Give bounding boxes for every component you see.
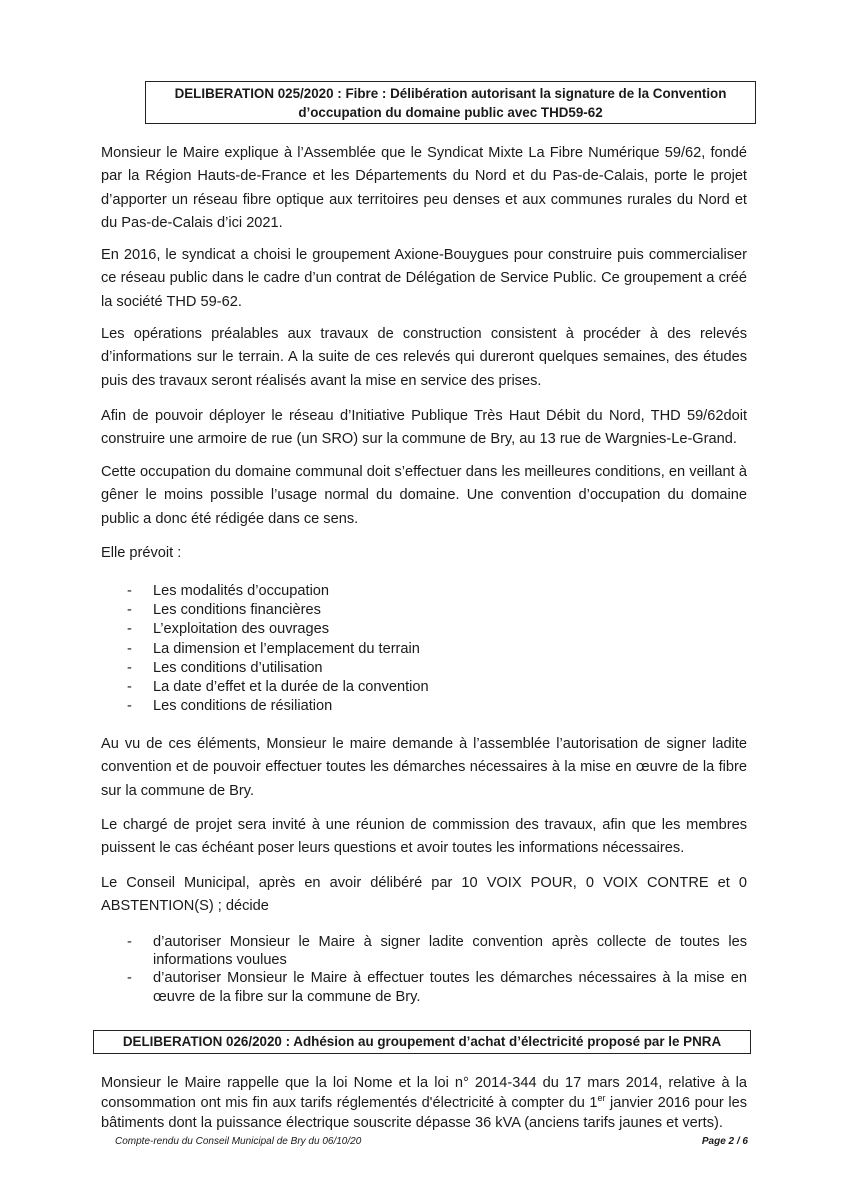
list-item: - La date d’effet et la durée de la convention — [127, 679, 429, 696]
deliberation-026-title: DELIBERATION 026/2020 : Adhésion au groupement d’achat d’électricité proposé par le PNRA — [122, 1034, 722, 1049]
paragraph-elle-prevoit: Elle prévoit : — [101, 545, 182, 561]
footer-page-number: Page 2 / 6 — [701, 1136, 748, 1147]
deliberation-025-title-line1: DELIBERATION 025/2020 : Fibre : Délibération autorisant la signature de la Convention — [174, 86, 727, 101]
footer-document-title: Compte-rendu du Conseil Municipal de Bry du 06/10/20 — [115, 1136, 362, 1147]
list-item: - L’exploitation des ouvrages — [127, 621, 330, 638]
paragraph-loi-nome: Monsieur le Maire rappelle que la loi Nome et la loi n° 2014-344 du 17 mars 2014, relative à la consommation ont mis fin aux tarifs réglementés d'électricité à compter du 1er janvier 2016 pour les bâtiments dont la puissance électrique souscrite dépasse 36 kVA (anciens tarifs jaunes et verts). — [101, 1075, 747, 1131]
paragraph-deploiement: Afin de pouvoir déployer le réseau d’Initiative Publique Très Haut Débit du Nord, THD 59/62doit construire une armoire de rue (un SRO) sur la commune de Bry, au 13 rue de Wargnies-Le-Grand. — [101, 408, 747, 448]
list-item: - Les conditions d’utilisation — [127, 659, 323, 676]
decision-item: - d’autoriser Monsieur le Maire à signer ladite convention après collecte de toutes les informations voulues — [127, 934, 747, 969]
decisions-list — [101, 933, 747, 1006]
paragraph-vote: Le Conseil Municipal, après en avoir délibéré par 10 VOIX POUR, 0 VOIX CONTRE et 0 ABSTENTION(S) ; décide — [101, 875, 747, 915]
paragraph-operations: Les opérations préalables aux travaux de construction consistent à procéder à des relevés d’informations sur le terrain. A la suite de ces relevés qui dureront quelques semaines, des études puis des travaux seront réalisés avant la mise en service des prises. — [101, 326, 747, 389]
paragraph-occupation: Cette occupation du domaine communal doit s’effectuer dans les meilleures conditions, en veillant à gêner le moins possible l’usage normal du domaine. Une convention d’occupation du domaine public a donc été rédigée dans ce sens. — [101, 464, 747, 527]
convention-items-list — [101, 582, 747, 716]
paragraph-au-vu: Au vu de ces éléments, Monsieur le maire demande à l’assemblée l’autorisation de signer ladite convention et de pouvoir effectuer toutes les démarches nécessaires à la mise en œuvre de la fibre sur la commune de Bry. — [101, 736, 747, 799]
decision-item: - d’autoriser Monsieur le Maire à effectuer toutes les démarches nécessaires à la mise en œuvre de la fibre sur la commune de Bry. — [127, 970, 747, 1005]
paragraph-axione: En 2016, le syndicat a choisi le groupement Axione-Bouygues pour construire puis commercialiser ce réseau public dans le cadre d’un contrat de Délégation de Service Public. Ce groupement a créé la société THD 59-62. — [101, 247, 747, 310]
deliberation-025-title-line2: d’occupation du domaine public avec THD59-62 — [298, 105, 603, 120]
paragraph-charge-de-projet: Le chargé de projet sera invité à une réunion de commission des travaux, afin que les membres puissent le cas échéant poser leurs questions et avoir toutes les informations nécessaires. — [101, 817, 747, 857]
deliberation-026-title-box — [93, 1030, 751, 1054]
list-item: - Les conditions financières — [127, 602, 321, 619]
list-item: - Les conditions de résiliation — [127, 698, 333, 715]
list-item: - Les modalités d’occupation — [127, 583, 330, 599]
deliberation-025-title-box — [145, 81, 756, 124]
paragraph-syndicat: Monsieur le Maire explique à l’Assemblée que le Syndicat Mixte La Fibre Numérique 59/62, fondé par la Région Hauts-de-France et les Départements du Nord et du Pas-de-Calais, porte le projet d’apporter un réseau fibre optique aux territoires peu denses et aux communes rurales du Nord et du Pas-de-Calais d’ici 2021. — [101, 145, 747, 232]
list-item: - La dimension et l’emplacement du terrain — [127, 640, 420, 657]
